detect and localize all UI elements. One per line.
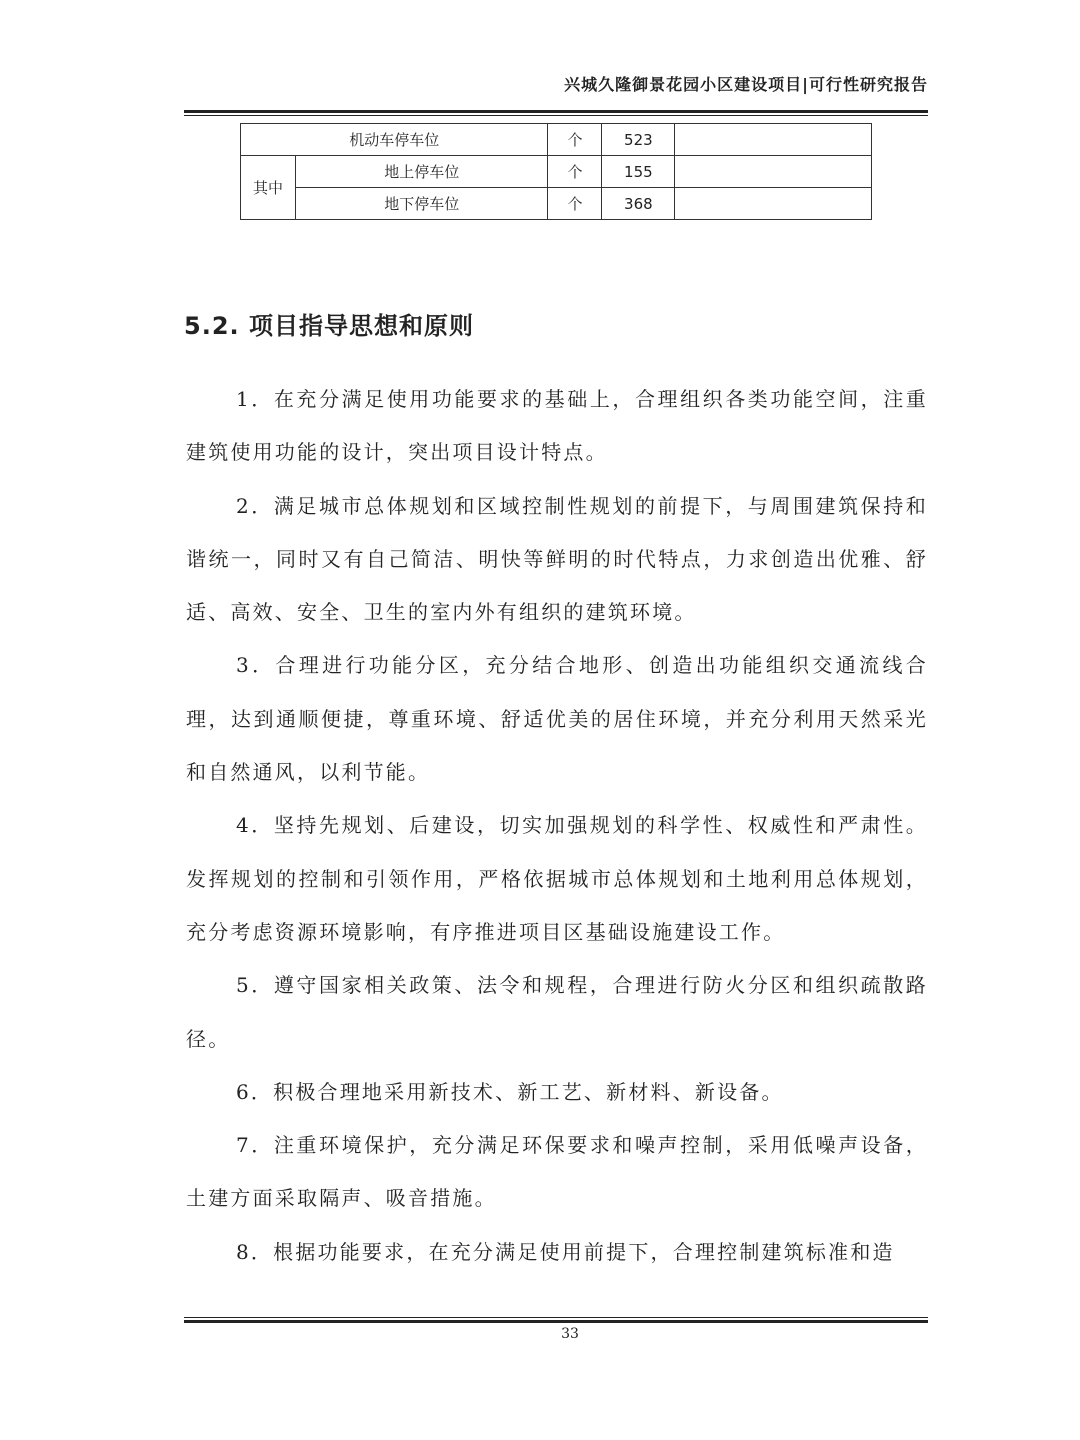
paragraph-4: 4．坚持先规划、后建设，切实加强规划的科学性、权威性和严肃性。发挥规划的控制和引领作用，严格依据城市总体规划和土地利用总体规划，充分考虑资源环境影响，有序推进项目区基础设施建设工作。 [186, 813, 928, 944]
table-cell-unit: 个 [548, 156, 602, 188]
table-cell-note [675, 156, 872, 188]
table-cell-label: 地上停车位 [295, 156, 548, 188]
paragraph-8: 8．根据功能要求，在充分满足使用前提下，合理控制建筑标准和造 [236, 1239, 895, 1264]
table-cell-group: 其中 [241, 156, 296, 220]
header-rule-thin [184, 115, 928, 116]
paragraph-3: 3．合理进行功能分区，充分结合地形、创造出功能组织交通流线合理，达到通顺便捷，尊重环境、舒适优美的居住环境，并充分利用天然采光和自然通风，以利节能。 [186, 653, 928, 785]
table-row [241, 124, 872, 156]
table-cell-value: 368 [602, 188, 675, 220]
table-cell-unit: 个 [548, 188, 602, 220]
paragraph-7: 7．注重环境保护，充分满足环保要求和噪声控制，采用低噪声设备，土建方面采取隔声、吸音措施。 [186, 1133, 928, 1211]
paragraph-6: 6．积极合理地采用新技术、新工艺、新材料、新设备。 [236, 1079, 784, 1104]
table-cell-label: 地下停车位 [295, 188, 548, 220]
table-cell-value: 523 [602, 124, 675, 156]
table-cell-label: 机动车停车位 [241, 124, 548, 156]
page-number: 33 [561, 1326, 579, 1342]
footer-rule-thin [184, 1317, 928, 1318]
paragraph-5: 5．遵守国家相关政策、法令和规程，合理进行防火分区和组织疏散路径。 [186, 973, 928, 1051]
table-cell-note [675, 124, 872, 156]
table-cell-unit: 个 [548, 124, 602, 156]
paragraph-1: 1．在充分满足使用功能要求的基础上，合理组织各类功能空间，注重建筑使用功能的设计，突出项目设计特点。 [186, 387, 928, 465]
section-heading: 5.2. 项目指导思想和原则 [184, 312, 474, 340]
section-body [186, 373, 928, 1279]
paragraph-2: 2．满足城市总体规划和区域控制性规划的前提下，与周围建筑保持和谐统一，同时又有自己简洁、明快等鲜明的时代特点，力求创造出优雅、舒适、高效、安全、卫生的室内外有组织的建筑环境。 [186, 493, 928, 625]
parking-table [240, 123, 872, 220]
footer-rule-thick [184, 1320, 928, 1323]
header-rule-thick [184, 110, 928, 113]
table-cell-note [675, 188, 872, 220]
table-cell-value: 155 [602, 156, 675, 188]
table-row [241, 188, 872, 220]
running-header-title: 兴城久隆御景花园小区建设项目|可行性研究报告 [564, 75, 928, 94]
table-row [241, 156, 872, 188]
